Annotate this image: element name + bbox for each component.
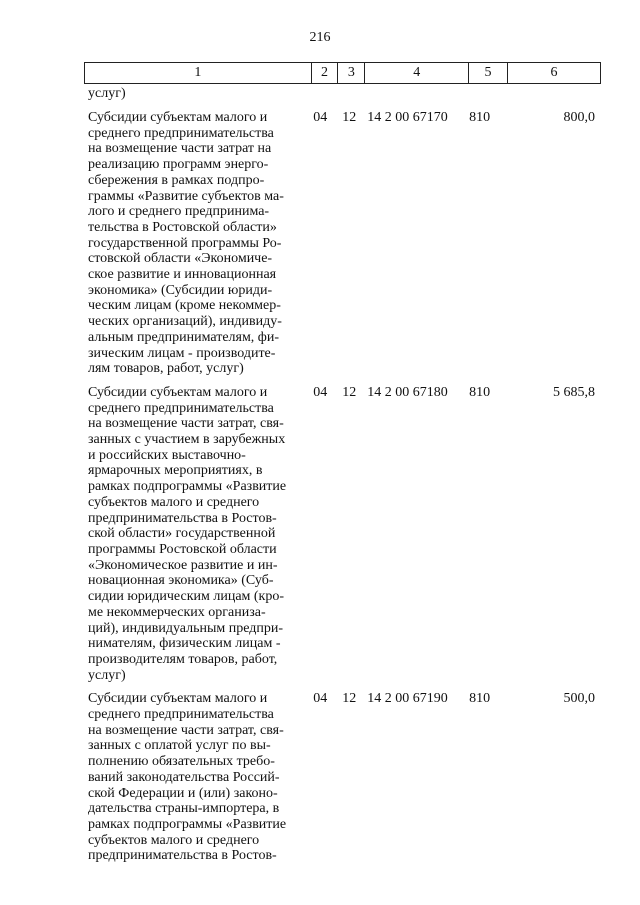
row-target-article-code: 14 2 00 67170 (367, 110, 448, 125)
table-row (84, 110, 601, 377)
row-description: Субсидии субъектам малого и среднего предпринимательства на возмещение части затрат на реализацию программ энерго- сбережения в рамках подпро- граммы «Развитие субъектов ма- лого и среднего предпринима- тельства в Ростовской области» государственной программы Ро- стовской области «Экономиче- ское развитие и инновационная экономика» (Субсидии юриди- ческим лицам (кроме некоммер- ческих организаций), индивиду- альным предпринимателям, фи- зическим лицам - производите- лям товаров, работ, услуг) (88, 110, 284, 377)
row-subsection-code: 12 (342, 691, 357, 707)
page-number: 216 (309, 30, 331, 45)
row-expense-type-code: 810 (469, 691, 491, 707)
table-row (84, 385, 601, 683)
table-row (84, 691, 601, 864)
column-header-6: 6 (507, 63, 600, 84)
row-target-article-code: 14 2 00 67180 (367, 384, 448, 400)
row-target-article-code: 14 2 00 67190 (367, 691, 448, 707)
row-section-code: 04 (313, 110, 328, 125)
row-description: Субсидии субъектам малого и среднего предпринимательства на возмещение части затрат, свя- занных с оплатой услуг по вы- полнению обязательных требо- ваний законодательства Россий- ской Федерации и (или) законо- дательства страны-импортера, в рамках подпрограммы «Развитие субъектов малого и среднего предпринимательства в Ростов- (88, 691, 287, 864)
row-amount: 800,0 (563, 110, 595, 125)
column-header-3: 3 (338, 63, 365, 84)
column-header-1: 1 (85, 63, 312, 84)
table-body (84, 86, 601, 864)
row-subsection-code: 12 (342, 110, 357, 125)
column-header-table (84, 62, 601, 84)
column-header-row (85, 63, 601, 84)
column-header-2: 2 (311, 63, 338, 84)
column-header-5: 5 (469, 63, 508, 84)
row-amount: 500,0 (563, 691, 595, 707)
row-expense-type-code: 810 (469, 384, 491, 400)
row-expense-type-code: 810 (469, 110, 491, 125)
continuation-text: услуг) (88, 86, 126, 101)
row-description: Субсидии субъектам малого и среднего предпринимательства на возмещение части затрат, свя- занных с участием в зарубежных и российских выставочно- ярмарочных мероприятиях, в рамках подпрограммы «Развитие субъектов малого и среднего предпринимательства в Ростов- ской области» государственной программы Ростовской области «Экономическое развитие и ин- новационная экономика» (Суб- сидии юридическим лицам (кро- ме некоммерческих организа- ций), индивидуальным предпри- нимателям, физическим лицам - производителям товаров, работ, услуг) (88, 384, 287, 683)
row-section-code: 04 (313, 384, 328, 400)
row-amount: 5 685,8 (553, 384, 595, 400)
row-subsection-code: 12 (342, 384, 357, 400)
column-header-4: 4 (365, 63, 469, 84)
row-section-code: 04 (313, 691, 328, 707)
